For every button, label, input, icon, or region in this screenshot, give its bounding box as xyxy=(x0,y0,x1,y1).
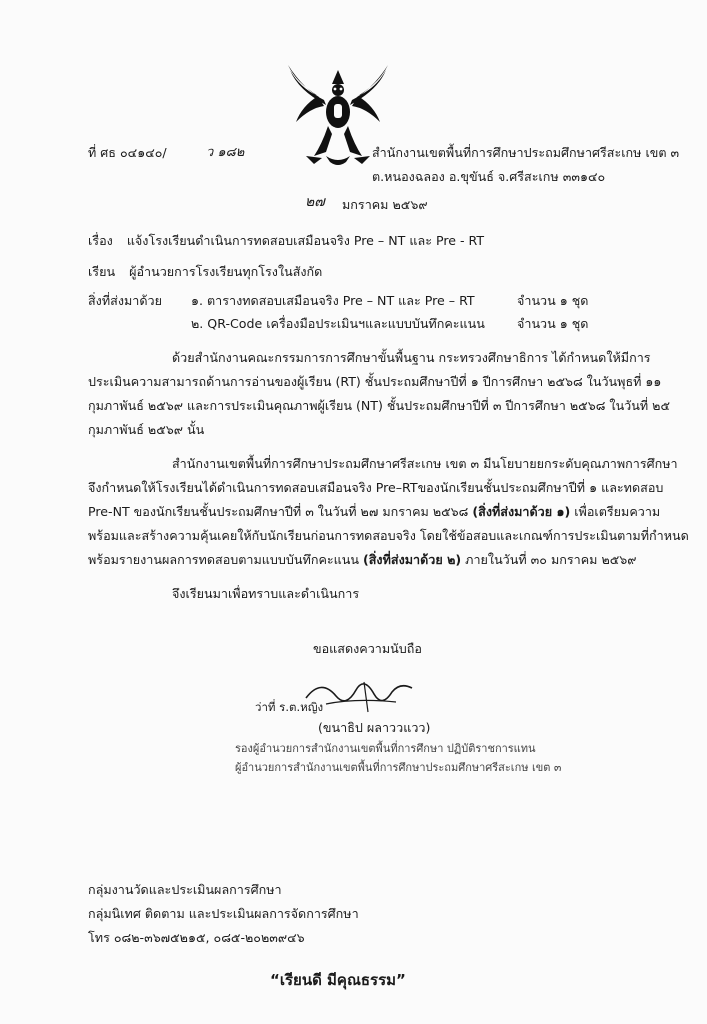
acting-note: ว่าที่ ร.ต.หญิง xyxy=(255,700,324,714)
body-p2-line5-tail: ภายในวันที่ ๓๐ มกราคม ๒๕๖๙ xyxy=(461,552,637,567)
body-p3: จึงเรียนมาเพื่อทราบและดำเนินการ xyxy=(172,586,360,601)
enclosure-item-2: ๒. QR-Code เครื่องมือประเมินฯและแบบบันทึกคะแนน xyxy=(191,316,485,331)
body-p2-line4: พร้อมและสร้างความคุ้นเคยให้กับนักเรียนก่อนการทดสอบจริง โดยใช้ข้อสอบและเกณฑ์การประเมินตามที่กำหนด xyxy=(88,528,689,543)
enclosures-label: สิ่งที่ส่งมาด้วย xyxy=(88,293,162,308)
body-p1-line3: กุมภาพันธ์ ๒๕๖๙ และการประเมินคุณภาพผู้เรียน (NT) ชั้นประถมศึกษาปีที่ ๓ ปีการศึกษา ๒๕๖๘ ในวันที่ ๒๕ xyxy=(88,398,670,413)
body-p1-line1: ด้วยสำนักงานคณะกรรมการการศึกษาขั้นพื้นฐาน กระทรวงศึกษาธิการ ได้กำหนดให้มีการ xyxy=(172,350,651,365)
body-p1-line2: ประเมินความสามารถด้านการอ่านของผู้เรียน (RT) ชั้นประถมศึกษาปีที่ ๑ ปีการศึกษา ๒๕๖๘ ในวันพุธที่ ๑๑ xyxy=(88,374,662,389)
body-p2-line5 xyxy=(88,550,637,570)
signer-position-2: ผู้อำนวยการสำนักงานเขตพื้นที่การศึกษาประถมศึกษาศรีสะเกษ เขต ๓ xyxy=(235,761,562,774)
reference-prefix: ที่ ศธ ๐๔๑๔๐/ xyxy=(88,145,167,160)
subject-line xyxy=(88,231,484,251)
body-p2-line5-text: พร้อมรายงานผลการทดสอบตามแบบบันทึกคะแนน xyxy=(88,552,363,567)
body-p2-line3-text: Pre-NT ของนักเรียนชั้นประถมศึกษาปีที่ ๓ ในวันที่ ๒๗ มกราคม ๒๕๖๘ xyxy=(88,504,473,519)
enclosure-qty-1: จำนวน ๑ ชุด xyxy=(517,293,589,308)
footer-dept-1: กลุ่มงานวัดและประเมินผลการศึกษา xyxy=(88,882,282,897)
body-p2-line3-tail: เพื่อเตรียมความ xyxy=(570,504,661,519)
body-p1-line4: กุมภาพันธ์ ๒๕๖๙ นั้น xyxy=(88,422,205,437)
body-p2-line1: สำนักงานเขตพื้นที่การศึกษาประถมศึกษาศรีสะเกษ เขต ๓ มีนโยบายยกระดับคุณภาพการศึกษา xyxy=(172,456,678,471)
footer-dept-2: กลุ่มนิเทศ ติดตาม และประเมินผลการจัดการศึกษา xyxy=(88,906,359,921)
enclosure-ref-2: (สิ่งที่ส่งมาด้วย ๒) xyxy=(362,552,462,567)
office-name: สำนักงานเขตพื้นที่การศึกษาประถมศึกษาศรีสะเกษ เขต ๓ xyxy=(372,145,680,160)
body-p2-line3 xyxy=(88,502,660,522)
office-address: ต.หนองฉลอง อ.ขุขันธ์ จ.ศรีสะเกษ ๓๓๑๔๐ xyxy=(372,169,606,184)
date-day-handwritten: ๒๗ xyxy=(305,194,325,210)
signer-name: (ขนาธิป ผลาววแวว) xyxy=(318,720,431,735)
letter-date: มกราคม ๒๕๖๙ xyxy=(342,197,428,212)
signer-position-1: รองผู้อำนวยการสำนักงานเขตพื้นที่การศึกษา ปฏิบัติราชการแทน xyxy=(235,742,536,755)
closing-regards: ขอแสดงความนับถือ xyxy=(313,641,422,656)
reference-number xyxy=(88,143,167,163)
enclosure-ref-1: (สิ่งที่ส่งมาด้วย ๑) xyxy=(472,504,571,519)
reference-handwritten: ว ๑๘๒ xyxy=(206,145,245,160)
motto: “เรียนดี มีคุณธรรม” xyxy=(270,971,406,989)
subject-label: เรื่อง xyxy=(88,233,113,248)
salutation-label: เรียน xyxy=(88,264,116,279)
body-p2-line2: จึงกำหนดให้โรงเรียนได้ดำเนินการทดสอบเสมือนจริง Pre–RTของนักเรียนชั้นประถมศึกษาปีที่ ๑ และทดสอบ xyxy=(88,480,664,495)
salutation-line xyxy=(88,262,322,282)
salutation-text: ผู้อำนวยการโรงเรียนทุกโรงในสังกัด xyxy=(129,264,323,279)
enclosure-item-1: ๑. ตารางทดสอบเสมือนจริง Pre – NT และ Pre – RT xyxy=(191,293,475,308)
footer-phone: โทร ๐๘๒-๓๖๗๕๒๑๕, ๐๘๕-๒๐๒๓๙๔๖ xyxy=(88,930,305,945)
subject-text: แจ้งโรงเรียนดำเนินการทดสอบเสมือนจริง Pre – NT และ Pre - RT xyxy=(126,233,485,248)
enclosure-qty-2: จำนวน ๑ ชุด xyxy=(517,316,589,331)
